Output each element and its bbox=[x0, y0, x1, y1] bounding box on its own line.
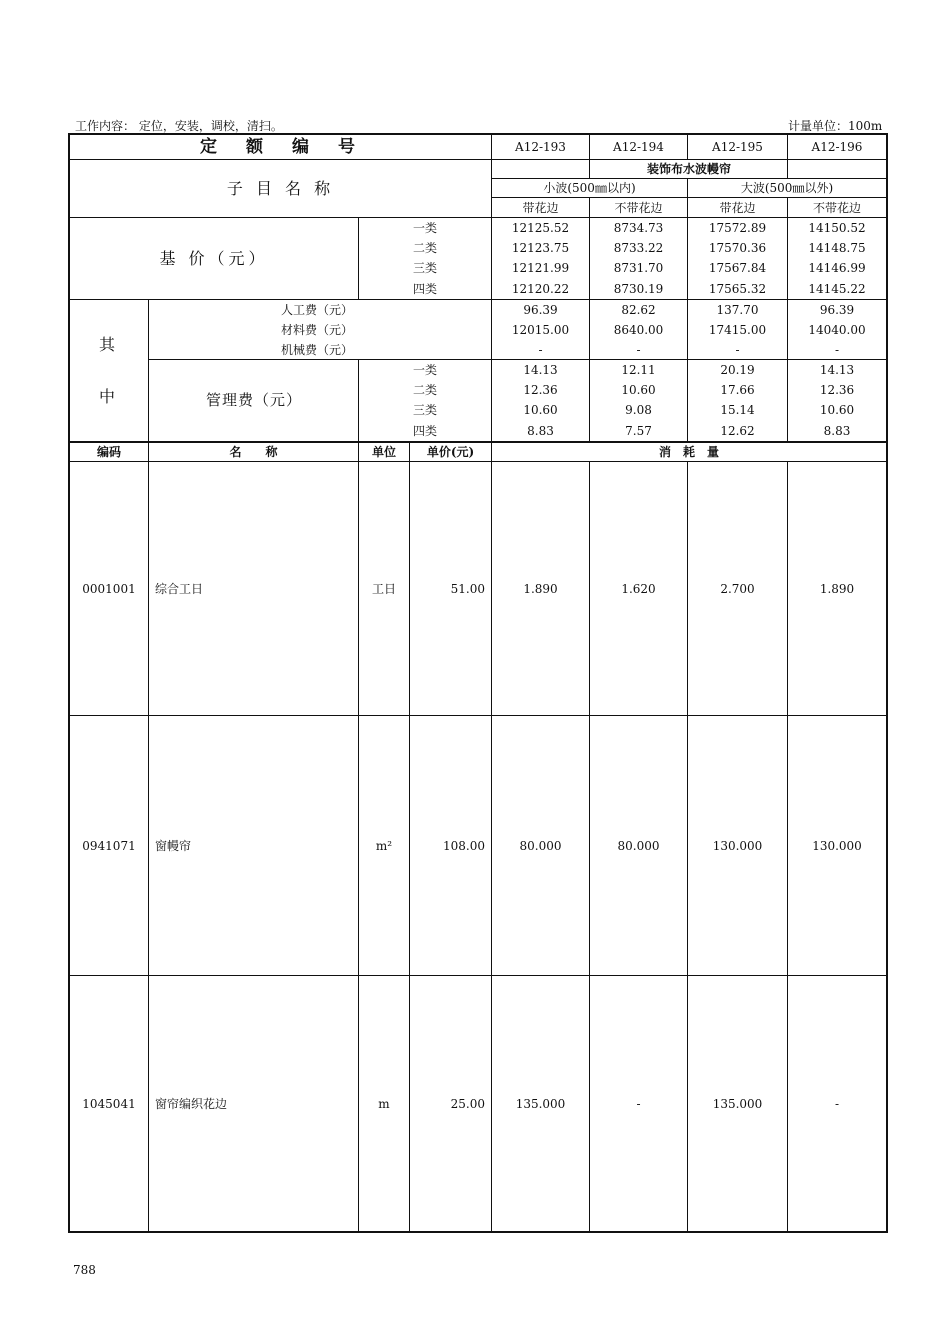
base-price-value: 12123.75 bbox=[511, 241, 570, 255]
class-label: 四类 bbox=[412, 281, 437, 296]
class-label: 一类 bbox=[412, 221, 437, 235]
base-price-value: 17572.89 bbox=[708, 221, 767, 235]
item-name: 综合工日 bbox=[155, 581, 204, 596]
base-price-value: 8730.19 bbox=[613, 281, 664, 296]
class-label: 三类 bbox=[412, 261, 437, 275]
item-name: 窗帘编织花边 bbox=[155, 1096, 228, 1111]
base-price-value: 8731.70 bbox=[613, 261, 664, 275]
management-fee-value: 12.36 bbox=[819, 383, 855, 397]
labor-cost-value: 82.62 bbox=[621, 303, 656, 317]
item-consumption: 80.000 bbox=[519, 838, 562, 853]
item-code: 0941071 bbox=[82, 838, 136, 853]
management-fee-value: 17.66 bbox=[720, 383, 755, 397]
item-unit-price: 51.00 bbox=[450, 581, 485, 596]
item-consumption: - bbox=[636, 1096, 641, 1111]
management-fee-label: 管理费（元） bbox=[205, 391, 302, 409]
of-which-char-2: 中 bbox=[98, 387, 119, 406]
base-price-value: 14146.99 bbox=[808, 261, 866, 275]
item-consumption: 1.890 bbox=[523, 581, 558, 596]
col-header-price: 单价(元) bbox=[426, 445, 475, 459]
item-code: 0001001 bbox=[82, 581, 136, 596]
item-consumption: 1.620 bbox=[621, 581, 656, 596]
page-number: 788 bbox=[73, 1263, 96, 1277]
management-fee-value: 10.60 bbox=[819, 403, 855, 417]
item-consumption: - bbox=[834, 1096, 840, 1111]
item-unit-price: 108.00 bbox=[443, 838, 485, 853]
variant-label: 带花边 bbox=[522, 200, 559, 215]
labor-cost-value: 96.39 bbox=[523, 303, 558, 317]
quota-number-label: 定 额 编 号 bbox=[200, 136, 361, 157]
item-name-label: 子 目 名 称 bbox=[226, 178, 335, 198]
item-consumption: 135.000 bbox=[515, 1096, 566, 1111]
management-fee-value: 15.14 bbox=[720, 403, 755, 417]
item-unit: m bbox=[378, 1096, 390, 1111]
group-title: 装饰布水波幔帘 bbox=[646, 162, 731, 176]
of-which-char-1: 其 bbox=[98, 335, 119, 354]
machine-cost-label: 机械费（元） bbox=[280, 342, 353, 357]
item-consumption: 135.000 bbox=[712, 1096, 763, 1111]
measurement-unit: 计量单位：100m bbox=[788, 119, 883, 133]
item-unit: 工日 bbox=[371, 581, 396, 596]
management-fee-value: 8.83 bbox=[527, 423, 554, 438]
material-cost-label: 材料费（元） bbox=[280, 323, 353, 337]
item-unit-price: 25.00 bbox=[450, 1096, 485, 1111]
management-fee-value: 14.13 bbox=[819, 363, 855, 377]
management-fee-value: 20.19 bbox=[720, 363, 755, 377]
class-label: 二类 bbox=[412, 383, 437, 397]
class-label: 一类 bbox=[412, 363, 437, 377]
material-cost-value: 8640.00 bbox=[613, 323, 664, 337]
material-cost-value: 12015.00 bbox=[511, 323, 570, 337]
base-price-label: 基 价（元） bbox=[159, 248, 269, 268]
labor-cost-value: 137.70 bbox=[716, 303, 759, 317]
base-price-value: 14150.52 bbox=[808, 221, 866, 235]
labor-cost-value: 96.39 bbox=[819, 303, 855, 317]
work-content: 工作内容： 定位，安装，调校，清扫。 bbox=[75, 119, 283, 133]
base-price-value: 12120.22 bbox=[511, 281, 570, 296]
base-price-value: 12121.99 bbox=[511, 261, 570, 275]
management-fee-value: 7.57 bbox=[625, 423, 652, 438]
class-label: 三类 bbox=[412, 403, 437, 417]
machine-cost-value: - bbox=[538, 342, 543, 357]
col-header-consumption: 消 耗 量 bbox=[658, 445, 719, 459]
item-consumption: 2.700 bbox=[720, 581, 755, 596]
base-price-value: 8733.22 bbox=[613, 241, 664, 255]
variant-label: 带花边 bbox=[719, 200, 756, 215]
quota-code: A12-193 bbox=[515, 140, 566, 154]
management-fee-value: 14.13 bbox=[523, 363, 558, 377]
quota-code: A12-196 bbox=[811, 140, 863, 154]
col-header-name: 名 称 bbox=[229, 445, 278, 459]
material-cost-value: 17415.00 bbox=[708, 323, 767, 337]
base-price-value: 17565.32 bbox=[708, 281, 767, 296]
base-price-value: 8734.73 bbox=[613, 221, 664, 235]
item-consumption: 80.000 bbox=[617, 838, 660, 853]
labor-cost-label: 人工费（元） bbox=[280, 303, 353, 317]
quota-code: A12-194 bbox=[613, 140, 664, 154]
machine-cost-value: - bbox=[834, 342, 840, 357]
management-fee-value: 12.36 bbox=[523, 383, 558, 397]
machine-cost-value: - bbox=[735, 342, 740, 357]
item-unit: m² bbox=[375, 838, 393, 853]
base-price-value: 17570.36 bbox=[708, 241, 767, 255]
col-header-unit: 单位 bbox=[371, 445, 396, 459]
management-fee-value: 10.60 bbox=[621, 383, 656, 397]
subgroup-large-wave: 大波(500㎜以外) bbox=[740, 181, 834, 195]
management-fee-value: 12.62 bbox=[720, 423, 755, 438]
item-code: 1045041 bbox=[82, 1096, 136, 1111]
variant-label: 不带花边 bbox=[812, 200, 861, 215]
machine-cost-value: - bbox=[636, 342, 641, 357]
item-consumption: 130.000 bbox=[712, 838, 763, 853]
base-price-value: 17567.84 bbox=[708, 261, 767, 275]
base-price-value: 14148.75 bbox=[808, 241, 866, 255]
management-fee-value: 8.83 bbox=[823, 423, 851, 438]
class-label: 四类 bbox=[412, 423, 437, 438]
class-label: 二类 bbox=[412, 241, 437, 255]
subgroup-small-wave: 小波(500㎜以内) bbox=[543, 181, 636, 195]
variant-label: 不带花边 bbox=[614, 200, 663, 215]
management-fee-value: 12.11 bbox=[621, 363, 656, 377]
col-header-code: 编码 bbox=[96, 445, 121, 459]
item-consumption: 1.890 bbox=[819, 581, 855, 596]
management-fee-value: 10.60 bbox=[523, 403, 558, 417]
base-price-value: 12125.52 bbox=[511, 221, 570, 235]
base-price-value: 14145.22 bbox=[808, 281, 866, 296]
material-cost-value: 14040.00 bbox=[808, 323, 866, 337]
item-consumption: 130.000 bbox=[812, 838, 862, 853]
quota-code: A12-195 bbox=[712, 140, 763, 154]
item-name: 窗幔帘 bbox=[155, 838, 192, 853]
management-fee-value: 9.08 bbox=[625, 403, 652, 417]
